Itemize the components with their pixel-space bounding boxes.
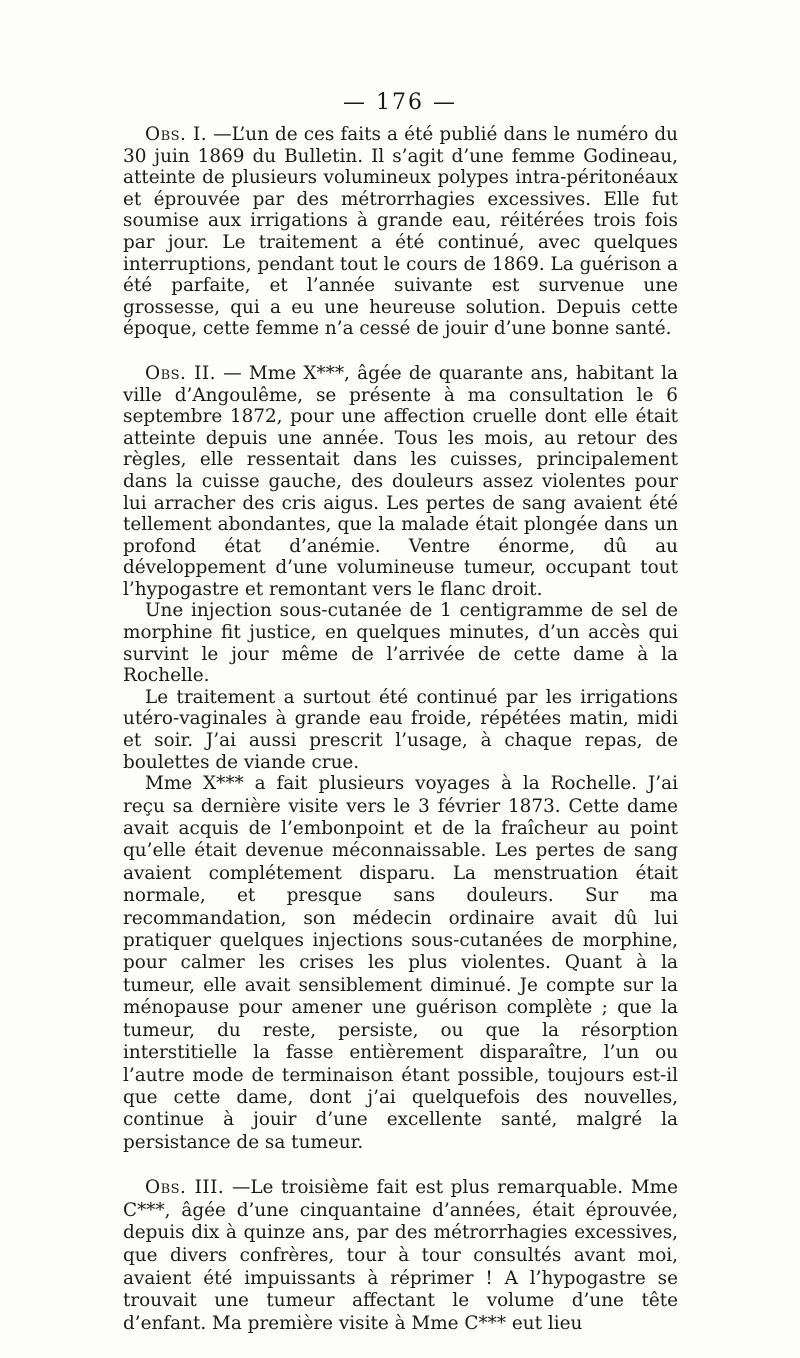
page-number: — 176 — (343, 90, 457, 115)
observation-2-text-1: — Mme X***, âgée de quarante ans, habitant la ville d’Angoulême, se présente à ma consultation le 6 septembre 1872, pour une affection cruelle dont elle était atteinte depuis une année. Tous les mois, au retour des règles, elle ressentait dans les cuisses, principalement dans la cuisse gauche, des douleurs assez violentes pour lui arracher des cris aigus. Les pertes de sang avaient été tellement abondantes, que la malade était plongée dans un profond état d’anémie. Ventre énorme, dû au développement d’une volumineuse tumeur, occupant tout l’hypogastre et remontant vers le flanc droit. (123, 362, 678, 600)
observation-3 (123, 1177, 678, 1335)
observation-3-paragraph (123, 1177, 678, 1335)
observation-3-text: —Le troisième fait est plus remarquable. Mme C***, âgée d’une cinquantaine d’années, était éprouvée, depuis dix à quinze ans, par des métrorrhagies excessives, que divers confrères, tour à tour consultés avant moi, avaient été impuissants à réprimer ! A l’hypogastre se trouvait une tumeur affectant le volume d’une tête d’enfant. Ma première visite à Mme C*** eut lieu (123, 1177, 678, 1334)
observation-1-text: —L’un de ces faits a été publié dans le numéro du 30 juin 1869 du Bulletin. Il s’agit d’une femme Godineau, atteinte de plusieurs volumineux polypes intra-péritonéaux et éprouvée par des métrorrhagies excessives. Elle fut soumise aux irrigations à grande eau, réitérées trois fois par jour. Le traitement a été continué, avec quelques interruptions, pendant tout le cours de 1869. La guérison a été parfaite, et l’année suivante est survenue une grossesse, qui a eu une heureuse solution. Depuis cette époque, cette femme n’a cessé de jouir d’une bonne santé. (123, 124, 678, 340)
observation-3-label: Obs. III. (145, 1177, 225, 1199)
observation-2-label: Obs. II. (145, 362, 217, 384)
observation-1-paragraph (123, 124, 678, 340)
observation-2-paragraph-3: Le traitement a surtout été continué par les irrigations utéro-vaginales à grande eau froide, répétées matin, midi et soir. J’ai aussi prescrit l’usage, à chaque repas, de boulettes de viande crue. (123, 686, 678, 773)
observation-2-paragraph-4: Mme X*** a fait plusieurs voyages à la Rochelle. J’ai reçu sa dernière visite vers le 3 février 1873. Cette dame avait acquis de l’embonpoint et de la fraîcheur au point qu’elle était devenue méconnaissable. Les pertes de sang avaient complétement disparu. La menstruation était normale, et presque sans douleurs. Sur ma recommandation, son médecin ordinaire avait dû lui pratiquer quelques injections sous-cutanées de morphine, pour calmer les crises les plus violentes. Quant à la tumeur, elle avait sensiblement diminué. Je compte sur la ménopause pour amener une guérison complète ; que la tumeur, du reste, persiste, ou que la résorption interstitielle la fasse entièrement disparaître, l’un ou l’autre mode de terminaison étant possible, toujours est-il que cette dame, dont j’ai quelquefois des nouvelles, continue à jouir d’une excellente santé, malgré la persistance de sa tumeur. (123, 773, 678, 1153)
observation-1 (123, 124, 678, 340)
observation-2-paragraph-1 (123, 363, 678, 601)
page-text (123, 124, 678, 1358)
observation-1-label: Obs. I. (145, 124, 208, 145)
observation-2-paragraph-2: Une injection sous-cutanée de 1 centigramme de sel de morphine fit justice, en quelques minutes, d’un accès qui survint le jour même de l’arrivée de cette dame à la Rochelle. (123, 600, 678, 687)
observation-2 (123, 363, 678, 1154)
